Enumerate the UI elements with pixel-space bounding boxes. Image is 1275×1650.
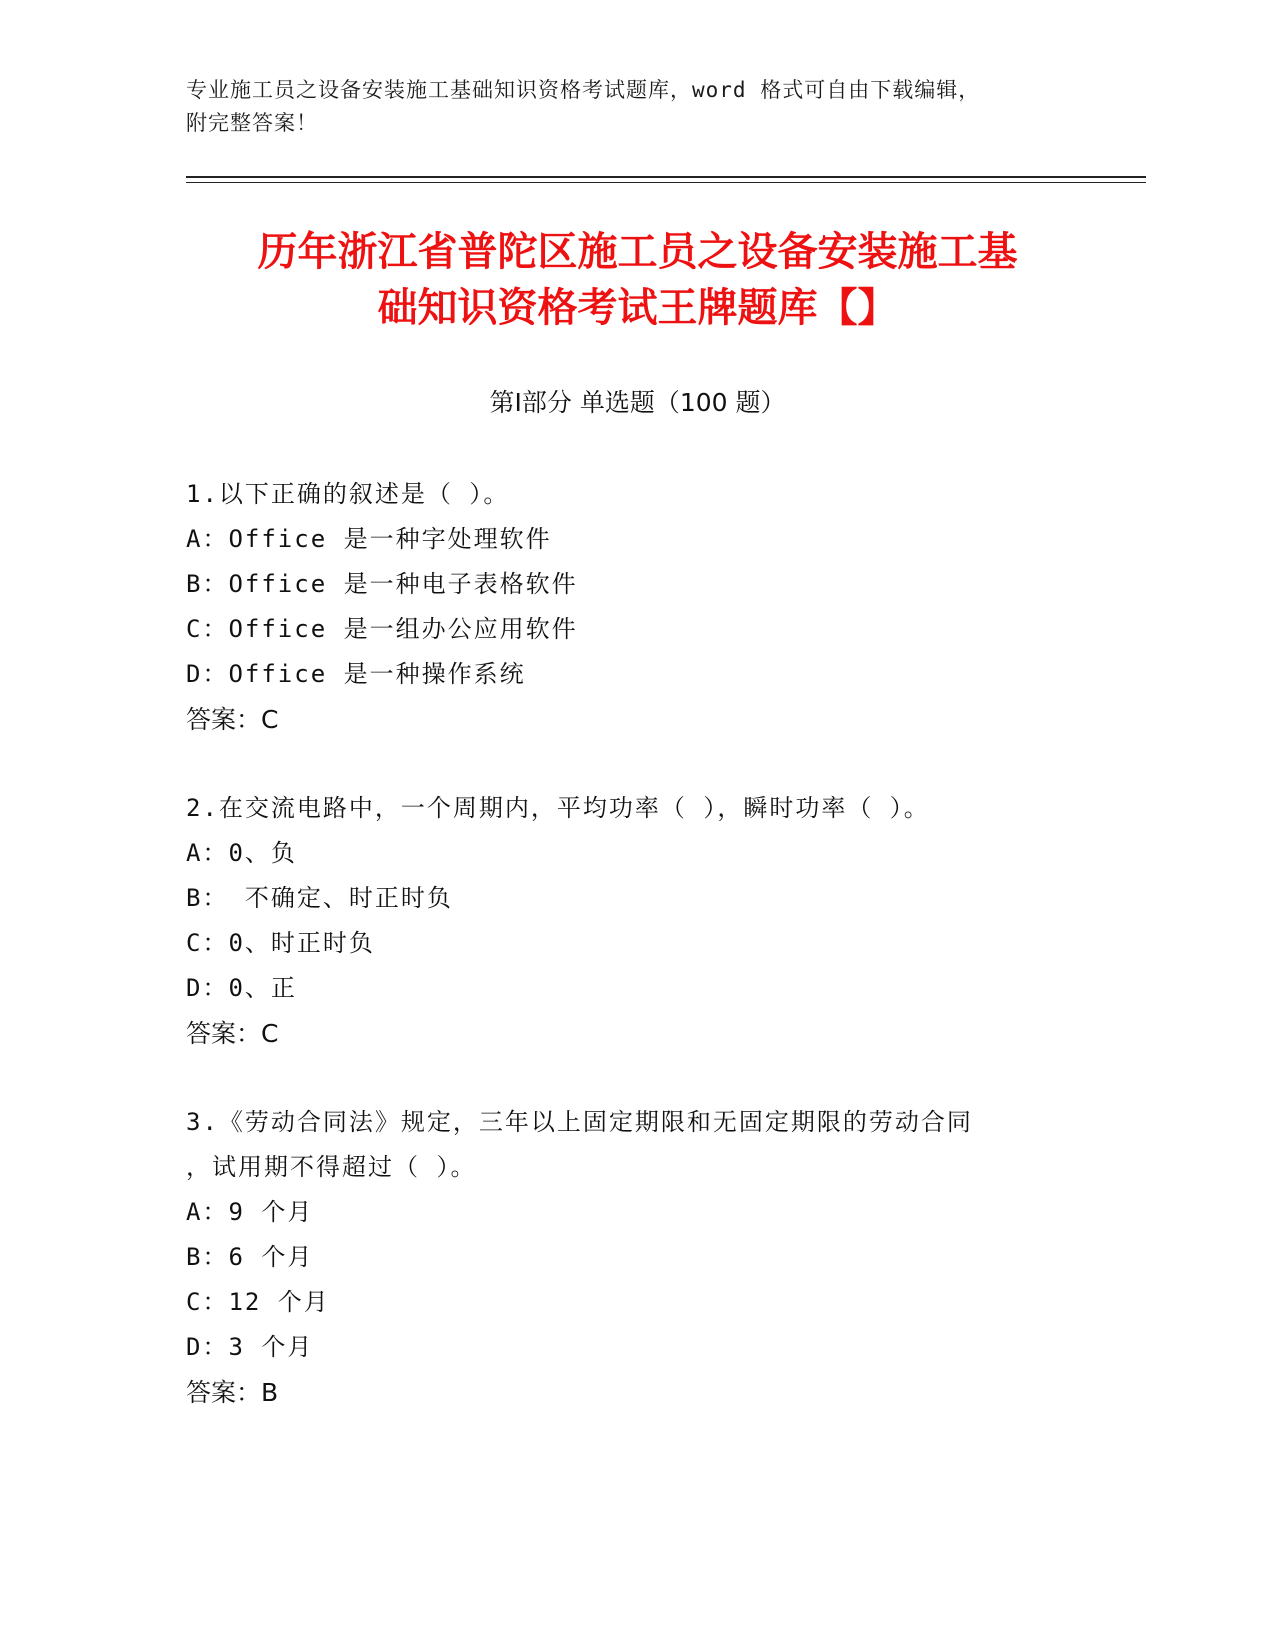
header-note xyxy=(186,74,1086,140)
option-d: D：Office 是一种操作系统 xyxy=(186,660,526,688)
header-note-line: 附完整答案！ xyxy=(186,111,318,135)
answer: 答案：C xyxy=(186,1019,279,1048)
document-title xyxy=(160,224,1115,336)
option-c: C：Office 是一组办公应用软件 xyxy=(186,615,578,643)
section-heading: 第Ⅰ部分 单选题（100 题） xyxy=(489,388,786,417)
question-3 xyxy=(186,1100,1086,1415)
option-a: A：9 个月 xyxy=(186,1198,314,1226)
option-c: C：0、时正时负 xyxy=(186,929,375,957)
document-title-line: 础知识资格考试王牌题库【】 xyxy=(377,285,898,331)
option-a: A：Office 是一种字处理软件 xyxy=(186,525,552,553)
question-2 xyxy=(186,786,1086,1056)
header-divider-thin xyxy=(186,182,1146,183)
question-list xyxy=(186,472,1086,1459)
option-b: B：Office 是一种电子表格软件 xyxy=(186,570,578,598)
header-divider xyxy=(186,176,1146,178)
header-note-line: 专业施工员之设备安装施工基础知识资格考试题库，word 格式可自由下载编辑， xyxy=(186,78,981,102)
document-title-line: 历年浙江省普陀区施工员之设备安装施工基 xyxy=(257,229,1018,275)
question-1 xyxy=(186,472,1086,742)
question-stem-continued: ，试用期不得超过（ ）。 xyxy=(186,1153,477,1181)
question-stem: 2.在交流电路中，一个周期内，平均功率（ ），瞬时功率（ ）。 xyxy=(186,794,930,822)
option-d: D：0、正 xyxy=(186,974,297,1002)
option-d: D：3 个月 xyxy=(186,1333,314,1361)
option-b: B：6 个月 xyxy=(186,1243,314,1271)
question-stem: 1.以下正确的叙述是（ ）。 xyxy=(186,480,510,508)
answer: 答案：B xyxy=(186,1378,279,1407)
option-b: B： 不确定、时正时负 xyxy=(186,884,453,912)
question-stem: 3.《劳动合同法》规定，三年以上固定期限和无固定期限的劳动合同 xyxy=(186,1108,973,1136)
option-a: A：0、负 xyxy=(186,839,297,867)
option-c: C：12 个月 xyxy=(186,1288,330,1316)
answer: 答案：C xyxy=(186,705,279,734)
